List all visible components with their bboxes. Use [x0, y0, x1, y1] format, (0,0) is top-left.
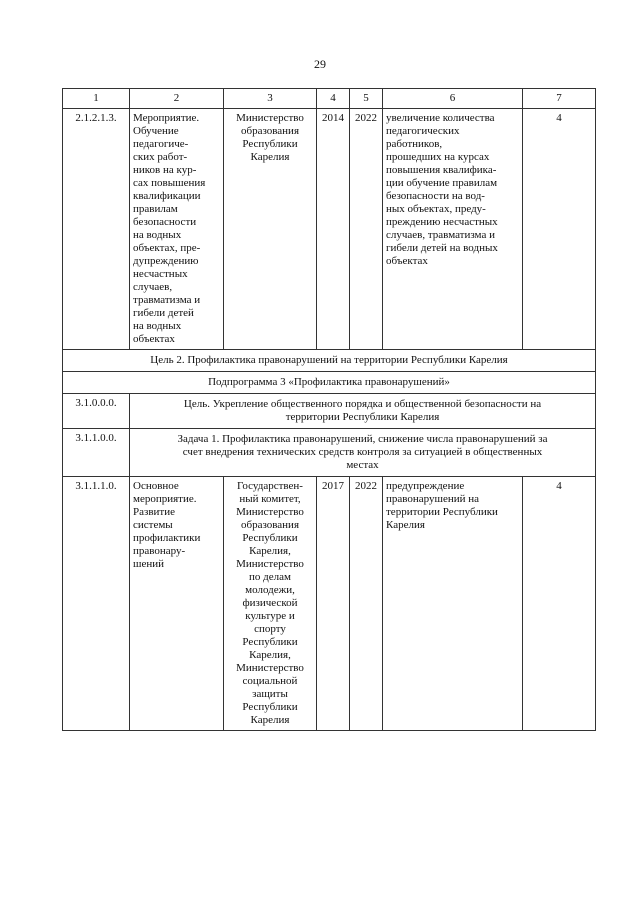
text-line: повышения квалифика-	[386, 164, 497, 176]
text-line: сах повышения	[133, 177, 206, 189]
event-name	[130, 109, 224, 350]
text-line: защиты	[252, 688, 288, 700]
text-line: гибели детей на водных	[386, 242, 498, 254]
column-header: 2	[130, 89, 224, 109]
end-year: 2022	[350, 477, 383, 731]
text-line: Министерство	[236, 558, 304, 570]
text-line: увеличение количества	[386, 112, 495, 124]
text-line: Республики	[242, 636, 298, 648]
text-line: образования	[240, 519, 300, 531]
table-row	[63, 477, 596, 731]
text-line: Министерство	[236, 506, 304, 518]
text-line: безопасности на вод-	[386, 190, 485, 202]
text-line: шений	[133, 558, 165, 570]
text-line: правонарушений на	[386, 493, 480, 505]
text-line: случаев,	[133, 281, 173, 293]
text-line: спорту	[254, 623, 286, 635]
text-line: прошедших на курсах	[386, 151, 490, 163]
text-line: дупреждению	[133, 255, 199, 267]
column-header: 7	[523, 89, 596, 109]
text-line: Министерство	[236, 662, 304, 674]
text-line: ников на кур-	[133, 164, 197, 176]
row-code: 3.1.0.0.0.	[63, 394, 130, 429]
text-line: Карелия	[250, 714, 290, 726]
text-line: Задача 1. Профилактика правонарушений, снижение числа правонарушений за	[177, 433, 548, 445]
text-line: квалификации	[133, 190, 201, 202]
table-row	[63, 109, 596, 350]
text-line: территории Республики	[386, 506, 498, 518]
text-line: молодежи,	[245, 584, 295, 596]
text-line: гибели детей	[133, 307, 194, 319]
text-line: образования	[240, 125, 300, 137]
start-year: 2017	[317, 477, 350, 731]
text-line: Карелия,	[249, 545, 291, 557]
text-line: физической	[242, 597, 298, 609]
text-line: Министерство	[236, 112, 304, 124]
text-line: профилактики	[133, 532, 201, 544]
text-line: Цель. Укрепление общественного порядка и общественной безопасности на	[183, 398, 542, 410]
goal-heading: Цель 2. Профилактика правонарушений на территории Республики Карелия	[63, 350, 596, 372]
text-line: территории Республики Карелия	[285, 411, 440, 423]
task-text	[130, 429, 596, 477]
column-header: 5	[350, 89, 383, 109]
text-line: педагогиче-	[133, 138, 189, 150]
text-line: Республики	[242, 532, 298, 544]
text-line: Республики	[242, 701, 298, 713]
executor	[224, 477, 317, 731]
text-line: предупреждение	[386, 480, 465, 492]
expected-result	[383, 477, 523, 731]
text-line: Обучение	[133, 125, 179, 137]
text-line: культуре и	[245, 610, 295, 622]
text-line: преждению несчастных	[386, 216, 498, 228]
indicator-ref: 4	[523, 477, 596, 731]
text-line: мероприятие.	[133, 493, 197, 505]
row-code: 2.1.2.1.3.	[63, 109, 130, 350]
text-line: на водных	[133, 229, 182, 241]
text-line: социальной	[242, 675, 298, 687]
text-line: Республики	[242, 138, 298, 150]
text-line: ции обучение правилам	[386, 177, 498, 189]
text-line: несчастных	[133, 268, 188, 280]
row-code: 3.1.1.1.0.	[63, 477, 130, 731]
table-row	[63, 429, 596, 477]
text-line: безопасности	[133, 216, 197, 228]
text-line: объектах	[133, 333, 175, 345]
text-line: травматизма и	[133, 294, 201, 306]
column-header: 6	[383, 89, 523, 109]
text-line: Развитие	[133, 506, 176, 518]
row-code: 3.1.1.0.0.	[63, 429, 130, 477]
text-line: Карелия	[386, 519, 425, 531]
text-line: педагогических	[386, 125, 460, 137]
text-line: правонару-	[133, 545, 186, 557]
column-header: 1	[63, 89, 130, 109]
text-line: ный комитет,	[239, 493, 301, 505]
start-year: 2014	[317, 109, 350, 350]
column-header: 3	[224, 89, 317, 109]
text-line: случаев, травматизма и	[386, 229, 495, 241]
subprogram-heading: Подпрограмма 3 «Профилактика правонарушений»	[63, 372, 596, 394]
text-line: счет внедрения технических средств контроля за ситуацией в общественных	[182, 446, 543, 458]
table-row	[63, 394, 596, 429]
table-row	[63, 372, 596, 394]
text-line: объектах, пре-	[133, 242, 201, 254]
end-year: 2022	[350, 109, 383, 350]
executor	[224, 109, 317, 350]
text-line: Карелия	[250, 151, 290, 163]
expected-result	[383, 109, 523, 350]
page-number: 29	[314, 57, 326, 71]
text-line: на водных	[133, 320, 182, 332]
text-line: ских работ-	[133, 151, 188, 163]
goal-text	[130, 394, 596, 429]
text-line: работников,	[386, 138, 443, 150]
text-line: местах	[346, 459, 379, 471]
text-line: объектах	[386, 255, 428, 267]
text-line: по делам	[249, 571, 291, 583]
table-row	[63, 350, 596, 372]
text-line: ных объектах, преду-	[386, 203, 486, 215]
indicator-ref: 4	[523, 109, 596, 350]
text-line: правилам	[133, 203, 178, 215]
text-line: Государствен-	[237, 480, 303, 492]
text-line: системы	[133, 519, 173, 531]
program-table	[62, 88, 596, 731]
column-header: 4	[317, 89, 350, 109]
event-name	[130, 477, 224, 731]
column-number-row	[63, 89, 596, 109]
text-line: Мероприятие.	[133, 112, 200, 124]
text-line: Карелия,	[249, 649, 291, 661]
text-line: Основное	[133, 480, 179, 492]
